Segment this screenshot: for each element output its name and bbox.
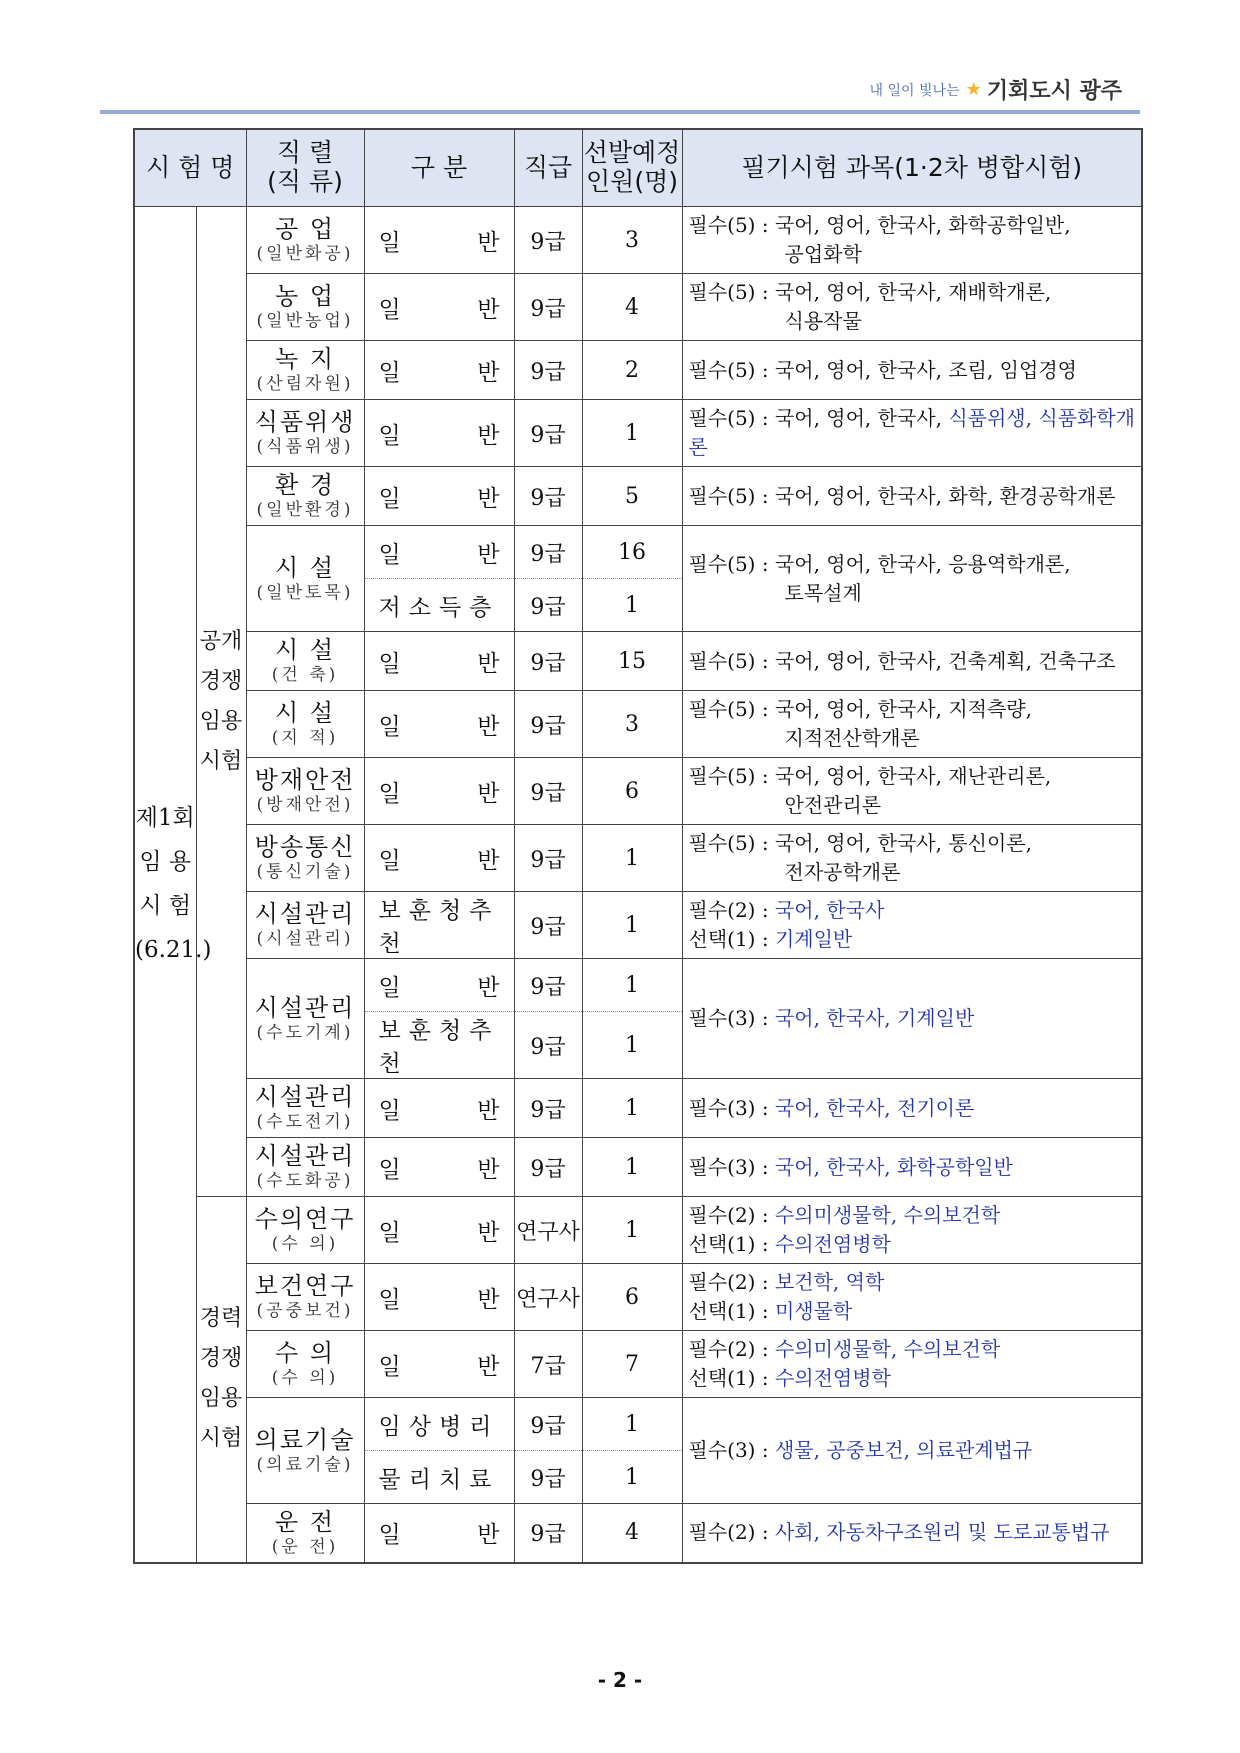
grade-cell: 9급 xyxy=(514,274,582,341)
subjects-cell: 필수(5) : 국어, 영어, 한국사, 조림, 임업경영 xyxy=(682,341,1142,400)
subjects-cell: 필수(3) : 국어, 한국사, 화학공학일반 xyxy=(682,1138,1142,1197)
count-cell: 3 xyxy=(582,207,682,274)
job-cell: 의료기술 (의료기술) xyxy=(246,1398,364,1504)
job-cell: 운 전 (운 전) xyxy=(246,1504,364,1563)
grade-cell: 9급 xyxy=(514,892,582,959)
header-job: 직 렬 (직 류) xyxy=(246,129,364,207)
count-cell: 1 xyxy=(582,1197,682,1264)
count-cell: 1 xyxy=(582,400,682,467)
subjects-cell: 필수(5) : 국어, 영어, 한국사, 식품위생, 식품화학개론 xyxy=(682,400,1142,467)
subjects-cell: 필수(5) : 국어, 영어, 한국사, 지적측량, 지적전산학개론 xyxy=(682,691,1142,758)
count-cell: 1 xyxy=(582,1451,682,1504)
division-cell: 일 반 xyxy=(364,1504,514,1563)
logo-slogan: 내 일이 빛나는 xyxy=(869,82,960,99)
job-cell: 방재안전 (방재안전) xyxy=(246,758,364,825)
job-cell: 수의연구 (수 의) xyxy=(246,1197,364,1264)
open-competition-cell: 공개 경쟁 임용 시험 xyxy=(196,207,246,1197)
division-cell: 일 반 xyxy=(364,1138,514,1197)
table-row xyxy=(134,959,1142,1012)
count-cell: 7 xyxy=(582,1331,682,1398)
table-row xyxy=(134,400,1142,467)
job-cell: 방송통신 (통신기술) xyxy=(246,825,364,892)
grade-cell: 9급 xyxy=(514,1451,582,1504)
subjects-cell: 필수(2) : 보건학, 역학 선택(1) : 미생물학 xyxy=(682,1264,1142,1331)
grade-cell: 9급 xyxy=(514,1079,582,1138)
division-cell: 일 반 xyxy=(364,1264,514,1331)
division-cell: 일 반 xyxy=(364,274,514,341)
subjects-cell: 필수(2) : 수의미생물학, 수의보건학 선택(1) : 수의전염병학 xyxy=(682,1197,1142,1264)
header-division: 구 분 xyxy=(364,129,514,207)
table-row xyxy=(134,758,1142,825)
job-cell: 시 설 (일반토목) xyxy=(246,526,364,632)
subjects-cell: 필수(3) : 국어, 한국사, 기계일반 xyxy=(682,959,1142,1079)
table-row xyxy=(134,1138,1142,1197)
table-row xyxy=(134,1197,1142,1264)
job-cell: 시설관리 (시설관리) xyxy=(246,892,364,959)
table-row xyxy=(134,691,1142,758)
grade-cell: 9급 xyxy=(514,341,582,400)
job-cell: 공 업 (일반화공) xyxy=(246,207,364,274)
grade-cell: 9급 xyxy=(514,400,582,467)
division-cell: 일 반 xyxy=(364,825,514,892)
division-cell: 임상병리 xyxy=(364,1398,514,1451)
table-row xyxy=(134,825,1142,892)
count-cell: 1 xyxy=(582,825,682,892)
table-row xyxy=(134,1331,1142,1398)
division-cell: 일 반 xyxy=(364,1197,514,1264)
table-row xyxy=(134,1398,1142,1451)
count-cell: 1 xyxy=(582,1398,682,1451)
exam-round-cell: 제1회 임 용 시 험 (6.21.) xyxy=(134,207,196,1563)
subjects-cell: 필수(2) : 수의미생물학, 수의보건학 선택(1) : 수의전염병학 xyxy=(682,1331,1142,1398)
division-cell: 일 반 xyxy=(364,632,514,691)
grade-cell: 7급 xyxy=(514,1331,582,1398)
table-row xyxy=(134,207,1142,274)
count-cell: 1 xyxy=(582,1138,682,1197)
header-rule xyxy=(100,110,1140,114)
grade-cell: 9급 xyxy=(514,825,582,892)
job-cell: 녹 지 (산림자원) xyxy=(246,341,364,400)
division-cell: 보훈청추천 xyxy=(364,892,514,959)
count-cell: 1 xyxy=(582,1079,682,1138)
header-count: 선발예정 인원(명) xyxy=(582,129,682,207)
grade-cell: 9급 xyxy=(514,758,582,825)
career-competition-cell: 경력 경쟁 임용 시험 xyxy=(196,1197,246,1563)
grade-cell: 9급 xyxy=(514,207,582,274)
exam-table xyxy=(133,128,1143,1564)
grade-cell: 연구사 xyxy=(514,1197,582,1264)
grade-cell: 9급 xyxy=(514,959,582,1012)
table-row xyxy=(134,467,1142,526)
job-cell: 시설관리 (수도화공) xyxy=(246,1138,364,1197)
count-cell: 1 xyxy=(582,579,682,632)
table-row xyxy=(134,1079,1142,1138)
count-cell: 4 xyxy=(582,1504,682,1563)
table-row xyxy=(134,1264,1142,1331)
grade-cell: 9급 xyxy=(514,467,582,526)
table-row xyxy=(134,1504,1142,1563)
job-cell: 시 설 (지 적) xyxy=(246,691,364,758)
division-cell: 일 반 xyxy=(364,691,514,758)
grade-cell: 9급 xyxy=(514,691,582,758)
count-cell: 1 xyxy=(582,892,682,959)
count-cell: 15 xyxy=(582,632,682,691)
job-cell: 시설관리 (수도전기) xyxy=(246,1079,364,1138)
count-cell: 2 xyxy=(582,341,682,400)
division-cell: 일 반 xyxy=(364,207,514,274)
count-cell: 6 xyxy=(582,1264,682,1331)
subjects-cell: 필수(5) : 국어, 영어, 한국사, 재난관리론, 안전관리론 xyxy=(682,758,1142,825)
table-row xyxy=(134,341,1142,400)
grade-cell: 9급 xyxy=(514,1012,582,1079)
division-cell: 일 반 xyxy=(364,526,514,579)
subjects-cell: 필수(5) : 국어, 영어, 한국사, 건축계획, 건축구조 xyxy=(682,632,1142,691)
subjects-cell: 필수(3) : 생물, 공중보건, 의료관계법규 xyxy=(682,1398,1142,1504)
job-cell: 식품위생 (식품위생) xyxy=(246,400,364,467)
division-cell: 일 반 xyxy=(364,959,514,1012)
count-cell: 5 xyxy=(582,467,682,526)
logo-brand: 기회도시 광주 xyxy=(986,79,1122,104)
division-cell: 일 반 xyxy=(364,1331,514,1398)
grade-cell: 9급 xyxy=(514,1504,582,1563)
count-cell: 4 xyxy=(582,274,682,341)
grade-cell: 9급 xyxy=(514,579,582,632)
division-cell: 일 반 xyxy=(364,1079,514,1138)
table-row xyxy=(134,526,1142,579)
grade-cell: 9급 xyxy=(514,1138,582,1197)
division-cell: 일 반 xyxy=(364,467,514,526)
header-grade: 직급 xyxy=(514,129,582,207)
subjects-cell: 필수(2) : 사회, 자동차구조원리 및 도로교통법규 xyxy=(682,1504,1142,1563)
grade-cell: 9급 xyxy=(514,1398,582,1451)
header-subjects: 필기시험 과목(1·2차 병합시험) xyxy=(682,129,1142,207)
subjects-cell: 필수(5) : 국어, 영어, 한국사, 통신이론, 전자공학개론 xyxy=(682,825,1142,892)
division-cell: 일 반 xyxy=(364,758,514,825)
table-row xyxy=(134,892,1142,959)
grade-cell: 연구사 xyxy=(514,1264,582,1331)
division-cell: 물리치료 xyxy=(364,1451,514,1504)
table-row xyxy=(134,274,1142,341)
page-number: - 2 - xyxy=(597,1668,643,1692)
count-cell: 1 xyxy=(582,959,682,1012)
table-row xyxy=(134,632,1142,691)
division-cell: 일 반 xyxy=(364,341,514,400)
job-cell: 수 의 (수 의) xyxy=(246,1331,364,1398)
job-cell: 시설관리 (수도기계) xyxy=(246,959,364,1079)
subjects-cell: 필수(5) : 국어, 영어, 한국사, 화학공학일반, 공업화학 xyxy=(682,207,1142,274)
division-cell: 일 반 xyxy=(364,400,514,467)
count-cell: 1 xyxy=(582,1012,682,1079)
subjects-cell: 필수(5) : 국어, 영어, 한국사, 재배학개론, 식용작물 xyxy=(682,274,1142,341)
subjects-cell: 필수(3) : 국어, 한국사, 전기이론 xyxy=(682,1079,1142,1138)
count-cell: 3 xyxy=(582,691,682,758)
job-cell: 시 설 (건 축) xyxy=(246,632,364,691)
job-cell: 환 경 (일반환경) xyxy=(246,467,364,526)
header-exam: 시 험 명 xyxy=(134,129,246,207)
division-cell: 보훈청추천 xyxy=(364,1012,514,1079)
count-cell: 16 xyxy=(582,526,682,579)
grade-cell: 9급 xyxy=(514,526,582,579)
job-cell: 보건연구 (공중보건) xyxy=(246,1264,364,1331)
logo xyxy=(870,74,1122,105)
subjects-cell: 필수(5) : 국어, 영어, 한국사, 화학, 환경공학개론 xyxy=(682,467,1142,526)
division-cell: 저소득층 xyxy=(364,579,514,632)
grade-cell: 9급 xyxy=(514,632,582,691)
subjects-cell: 필수(2) : 국어, 한국사 선택(1) : 기계일반 xyxy=(682,892,1142,959)
subjects-cell: 필수(5) : 국어, 영어, 한국사, 응용역학개론, 토목설계 xyxy=(682,526,1142,632)
count-cell: 6 xyxy=(582,758,682,825)
star-icon: ★ xyxy=(965,79,982,100)
job-cell: 농 업 (일반농업) xyxy=(246,274,364,341)
